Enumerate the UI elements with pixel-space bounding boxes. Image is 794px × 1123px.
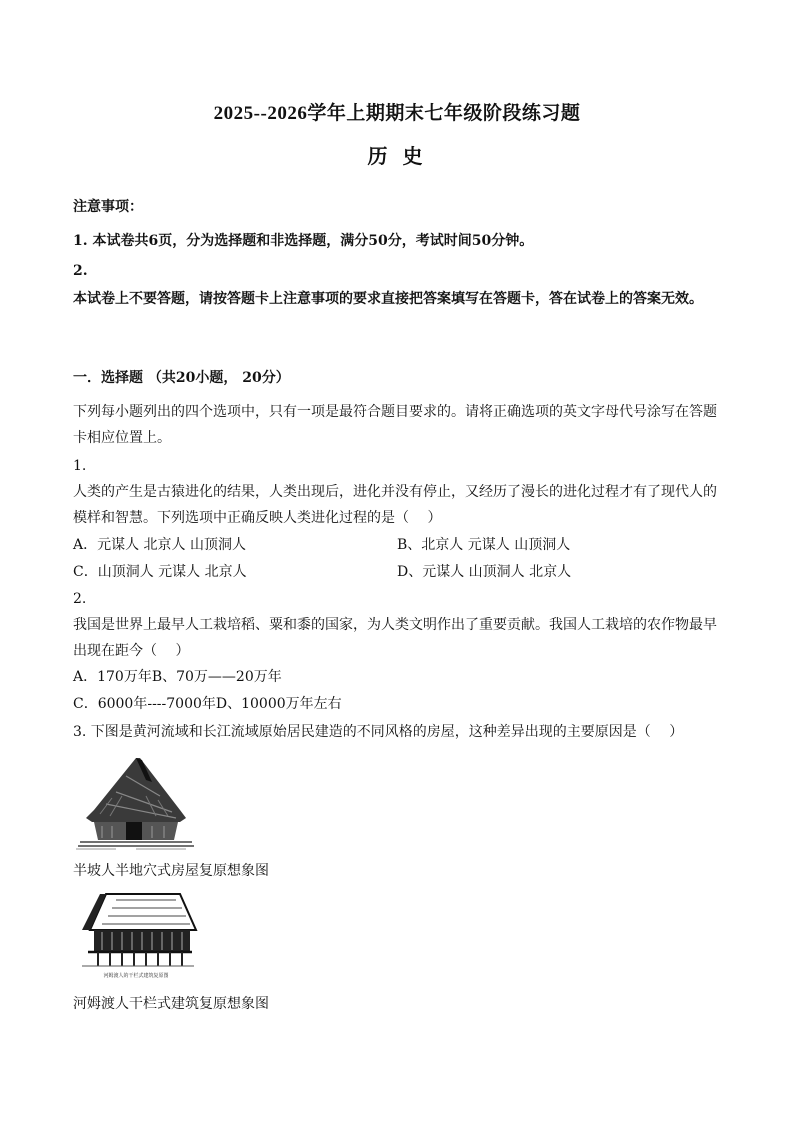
exam-title: 2025--2026学年上期期末七年级阶段练习题 (213, 103, 581, 124)
notes-item-2-number: 2. (73, 263, 88, 279)
question-1-option-b: B、北京人 元谋人 山顶洞人 (397, 537, 571, 553)
question-2-options-cd: C．6000年----7000年D、10000万年左右 (73, 696, 342, 712)
subject-title: 历 史 (367, 144, 427, 168)
question-2-number: 2. (73, 591, 87, 607)
section-1-instruction: 下列每小题列出的四个选项中，只有一项是最符合题目要求的。请将正确选项的英文字母代号涂写在答题卡相应位置上。 (73, 404, 717, 446)
notes-heading: 注意事项： (73, 199, 143, 215)
section-1-heading: 一．选择题 （共20小题， 20分） (73, 370, 290, 386)
hemudu-image-label: 河姆渡人的干栏式建筑复原图 (103, 973, 169, 979)
question-1-option-c: C．山顶洞人 元谋人 北京人 (73, 564, 247, 580)
question-1-stem: 人类的产生是古猿进化的结果，人类出现后，进化并没有停止，又经历了漫长的进化过程才有了现代人的模样和智慧。下列选项中正确反映人类进化过程的是（ ） (73, 484, 717, 526)
hemudu-house-image (76, 890, 198, 982)
hemudu-house-caption: 河姆渡人干栏式建筑复原想象图 (73, 996, 269, 1012)
question-1-option-a: A．元谋人 北京人 山顶洞人 (73, 537, 247, 553)
question-3-stem: 3. 下图是黄河流域和长江流域原始居民建造的不同风格的房屋，这种差异出现的主要原因是（ ） (73, 724, 684, 740)
banpo-house-image (76, 752, 196, 852)
question-1-option-d: D、元谋人 山顶洞人 北京人 (397, 564, 572, 580)
notes-item-1: 1. 本试卷共6页，分为选择题和非选择题，满分50分，考试时间50分钟。 (73, 233, 534, 249)
question-2-options-ab: A．170万年B、70万——20万年 (73, 669, 282, 685)
notes-item-2-text: 本试卷上不要答题，请按答题卡上注意事项的要求直接把答案填写在答题卡，答在试卷上的答案无效。 (73, 291, 703, 307)
question-2-stem: 我国是世界上最早人工栽培稻、粟和黍的国家，为人类文明作出了重要贡献。我国人工栽培的农作物最早出现在距今（ ） (73, 617, 717, 659)
question-1-number: 1. (73, 458, 87, 474)
banpo-house-caption: 半坡人半地穴式房屋复原想象图 (73, 863, 269, 879)
